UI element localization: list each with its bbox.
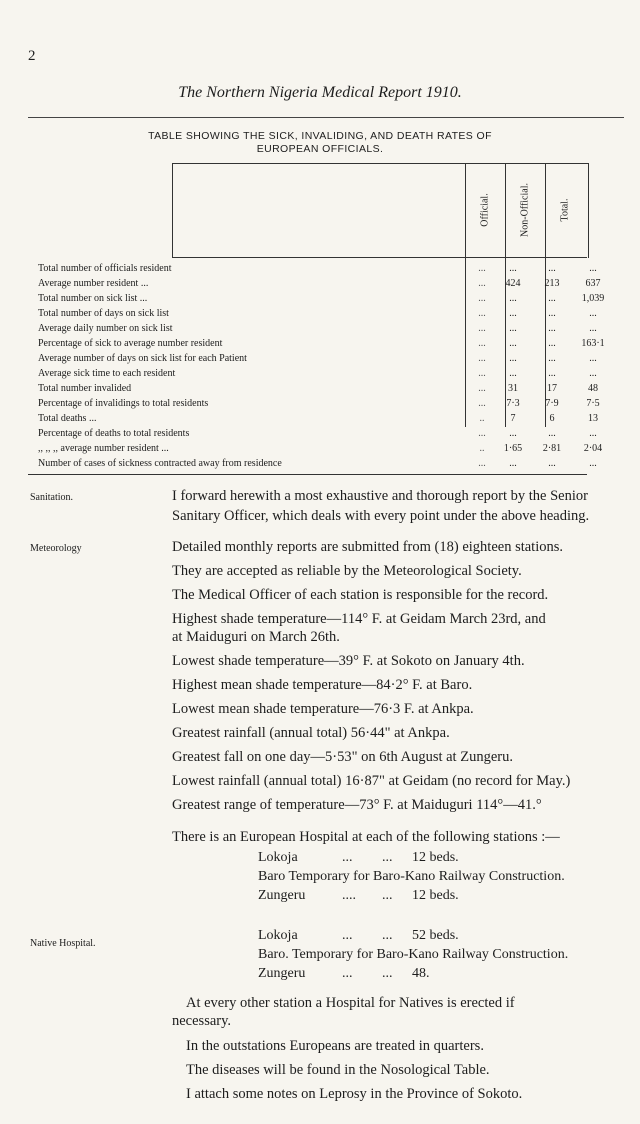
column-header-total: Total. xyxy=(559,198,571,222)
sanitation-paragraph: I forward herewith a most exhaustive and thorough report by the Senior Sanitary Officer, which deals with every point under the above heading. xyxy=(172,488,590,524)
column-header-non-official: Non-Official. xyxy=(519,183,531,237)
margin-note-sanitation: Sanitation. xyxy=(30,492,74,503)
table-row: Total number of officials resident ... ... ... ... xyxy=(38,263,597,274)
table-row: Percentage of sick to average number resident ... ... ... 163·1 xyxy=(38,338,605,349)
hospital-dots: ... xyxy=(382,850,393,865)
table-bottom-rule xyxy=(28,474,587,475)
hospital-name: Lokoja xyxy=(258,850,298,865)
hospital-beds: 52 beds. xyxy=(412,928,459,943)
page-number: 2 xyxy=(28,48,36,64)
table-title xyxy=(0,130,640,156)
header-rule xyxy=(28,117,624,118)
hospital-dots: ... xyxy=(382,888,393,903)
column-header-official: Official. xyxy=(479,193,491,227)
table-row: Percentage of deaths to total residents ... ... ... ... xyxy=(38,428,597,439)
table-header-frame xyxy=(172,163,589,258)
table-row: Total number on sick list ... ... ... ... 1,039 xyxy=(38,293,605,304)
table-row: Total deaths ... .. 7 6 13 xyxy=(38,413,598,424)
hospital-name: Lokoja xyxy=(258,928,298,943)
table-title-line-2: EUROPEAN OFFICIALS. xyxy=(256,143,384,155)
table-row: Total number of days on sick list ... ... ... ... xyxy=(38,308,597,319)
closing-line: In the outstations Europeans are treated in quarters. xyxy=(186,1038,484,1054)
hospital-dots: ... xyxy=(342,928,353,943)
hospital-beds: 12 beds. xyxy=(412,850,459,865)
header-divider xyxy=(172,257,587,258)
meteorology-line: The Medical Officer of each station is responsible for the record. xyxy=(172,587,549,603)
meteorology-line: Detailed monthly reports are submitted from (18) eighteen stations. xyxy=(172,539,563,555)
running-header: The Northern Nigeria Medical Report 1910. xyxy=(178,84,462,101)
table-row: Average number of days on sick list for each Patient ... ... ... ... xyxy=(38,353,597,364)
meteorology-line: Greatest rainfall (annual total) 56·44" at Ankpa. xyxy=(172,725,450,741)
table-row: Number of cases of sickness contracted away from residence ... ... ... ... xyxy=(38,458,597,469)
closing-line: The diseases will be found in the Nosological Table. xyxy=(186,1062,490,1078)
table-row: Average number resident ... ... 424 213 637 xyxy=(38,278,601,289)
meteorology-line: Highest mean shade temperature—84·2° F. at Baro. xyxy=(172,677,473,693)
closing-line: I attach some notes on Leprosy in the Province of Sokoto. xyxy=(186,1086,523,1102)
meteorology-line: They are accepted as reliable by the Meteorological Society. xyxy=(172,563,522,579)
meteorology-line: Highest shade temperature—114° F. at Geidam March 23rd, and xyxy=(172,611,546,627)
margin-note-native-hospital: Native Hospital. xyxy=(30,938,96,949)
hospital-name: Zungeru xyxy=(258,966,306,981)
meteorology-line: Greatest range of temperature—73° F. at Maiduguri 114°—41.° xyxy=(172,797,542,813)
hospital-dots: ... xyxy=(342,850,353,865)
table-row: Average sick time to each resident ... ... ... ... xyxy=(38,368,597,379)
hospital-dots: ... xyxy=(342,966,353,981)
meteorology-line: at Maiduguri on March 26th. xyxy=(172,629,340,645)
meteorology-line: Lowest mean shade temperature—76·3 F. at Ankpa. xyxy=(172,701,474,717)
meteorology-line: There is an European Hospital at each of the following stations :— xyxy=(172,829,560,845)
hospital-dots: .... xyxy=(342,888,356,903)
table-row: Average daily number on sick list ... ... ... ... xyxy=(38,323,597,334)
meteorology-line: Greatest fall on one day—5·53" on 6th August at Zungeru. xyxy=(172,749,513,765)
meteorology-line: Lowest shade temperature—39° F. at Sokoto on January 4th. xyxy=(172,653,525,669)
closing-line: necessary. xyxy=(172,1013,232,1029)
table-row: ,, ,, ,, average number resident ... .. 1·65 2·81 2·04 xyxy=(38,443,603,454)
closing-line: At every other station a Hospital for Natives is erected if xyxy=(186,995,515,1011)
hospital-name: Baro Temporary for Baro-Kano Railway Construction. xyxy=(258,869,565,884)
hospital-beds: 12 beds. xyxy=(412,888,459,903)
table-row: Percentage of invalidings to total residents ... 7·3 7·9 7·5 xyxy=(38,398,600,409)
hospital-name: Baro. Temporary for Baro-Kano Railway Construction. xyxy=(258,947,569,962)
margin-note-meteorology: Meteorology xyxy=(30,543,82,554)
meteorology-line: Lowest rainfall (annual total) 16·87" at Geidam (no record for May.) xyxy=(172,773,571,789)
table-row: Total number invalided ... 31 17 48 xyxy=(38,383,598,394)
hospital-dots: ... xyxy=(382,928,393,943)
hospital-dots: ... xyxy=(382,966,393,981)
hospital-beds: 48. xyxy=(412,966,430,981)
hospital-name: Zungeru xyxy=(258,888,306,903)
table-title-line-1: TABLE SHOWING THE SICK, INVALIDING, AND DEATH RATES OF xyxy=(148,130,492,142)
